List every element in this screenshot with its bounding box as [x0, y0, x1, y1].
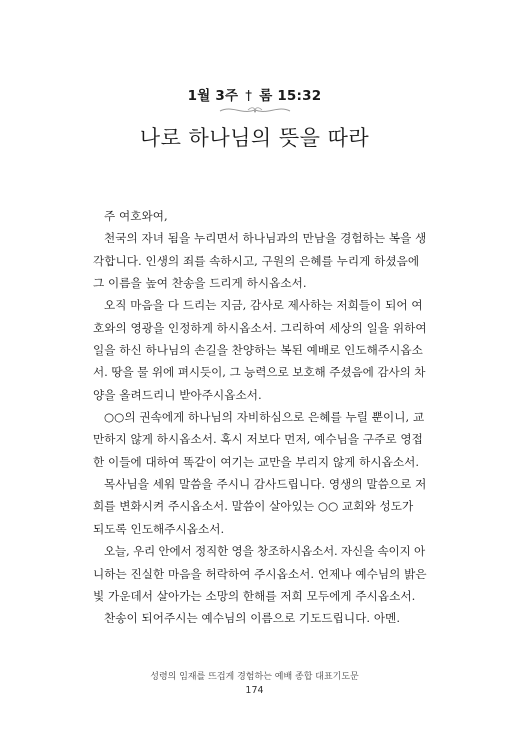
- scripture-header: [0, 84, 509, 104]
- prayer-line: 호와의 영광을 인정하게 하시옵소서. 그리하여 세상의 일을 위하여: [93, 320, 427, 335]
- page-title: 나로 하나님의 뜻을 따라: [139, 126, 370, 150]
- prayer-line: 오직 마음을 다 드리는 지금, 감사로 제사하는 저희들이 되어 여: [104, 298, 423, 313]
- prayer-line: 목사님을 세워 말씀을 주시니 감사드립니다. 영생의 말씀으로 저: [104, 477, 427, 492]
- verse-reference: 롬 15:32: [259, 88, 322, 104]
- prayer-line: 양을 올려드리니 받아주시옵소서.: [93, 387, 262, 402]
- prayer-line: 주 여호와여,: [104, 209, 168, 223]
- prayer-line: 그 이름을 높여 찬송을 드리게 하시옵소서.: [93, 276, 307, 291]
- prayer-line: 서. 땅을 물 위에 펴시듯이, 그 능력으로 보호해 주셨음에 감사의 차: [93, 365, 426, 380]
- week-label: 1월 3주: [187, 88, 239, 104]
- prayer-line: 빛 가운데서 살아가는 소망의 한해를 저희 모두에게 주시옵소서.: [93, 588, 416, 603]
- prayer-line: 만하지 않게 하시옵소서. 혹시 저보다 먼저, 예수님을 구주로 영접: [93, 432, 423, 447]
- prayer-line: 천국의 자녀 됨을 누리면서 하나님과의 만남을 경험하는 복을 생: [104, 231, 427, 246]
- prayer-body: [93, 205, 427, 630]
- page-number: 174: [245, 685, 264, 696]
- prayer-line: 니하는 진실한 마음을 허락하여 주시옵소서. 언제나 예수님의 밝은: [93, 566, 427, 581]
- prayer-line: 일을 하신 하나님의 손길을 찬양하는 복된 예배로 인도해주시옵소: [93, 343, 423, 358]
- prayer-line: 오늘, 우리 안에서 정직한 영을 창조하시옵소서. 자신을 속이지 아: [104, 544, 426, 559]
- prayer-line: ○○의 권속에게 하나님의 자비하심으로 은혜를 누릴 뿐이니, 교: [104, 410, 425, 425]
- prayer-line: 되도록 인도해주시옵소서.: [93, 521, 225, 536]
- prayer-line: 찬송이 되어주시는 예수님의 이름으로 기도드립니다. 아멘.: [104, 611, 401, 626]
- book-title-footer: 성령의 임재를 뜨겁게 경험하는 예배 종합 대표기도문: [150, 672, 359, 682]
- prayer-line: 각합니다. 인생의 죄를 속하시고, 구원의 은혜를 누리게 하셨음에: [93, 253, 420, 268]
- prayer-line: 한 이들에 대하여 똑같이 여기는 교만을 부리지 않게 하시옵소서.: [93, 454, 420, 469]
- prayer-line: 희를 변화시켜 주시옵소서. 말씀이 살아있는 ○○ 교회와 성도가: [93, 499, 414, 514]
- cross-symbol: †: [245, 88, 253, 104]
- flourish-ornament: [218, 104, 292, 116]
